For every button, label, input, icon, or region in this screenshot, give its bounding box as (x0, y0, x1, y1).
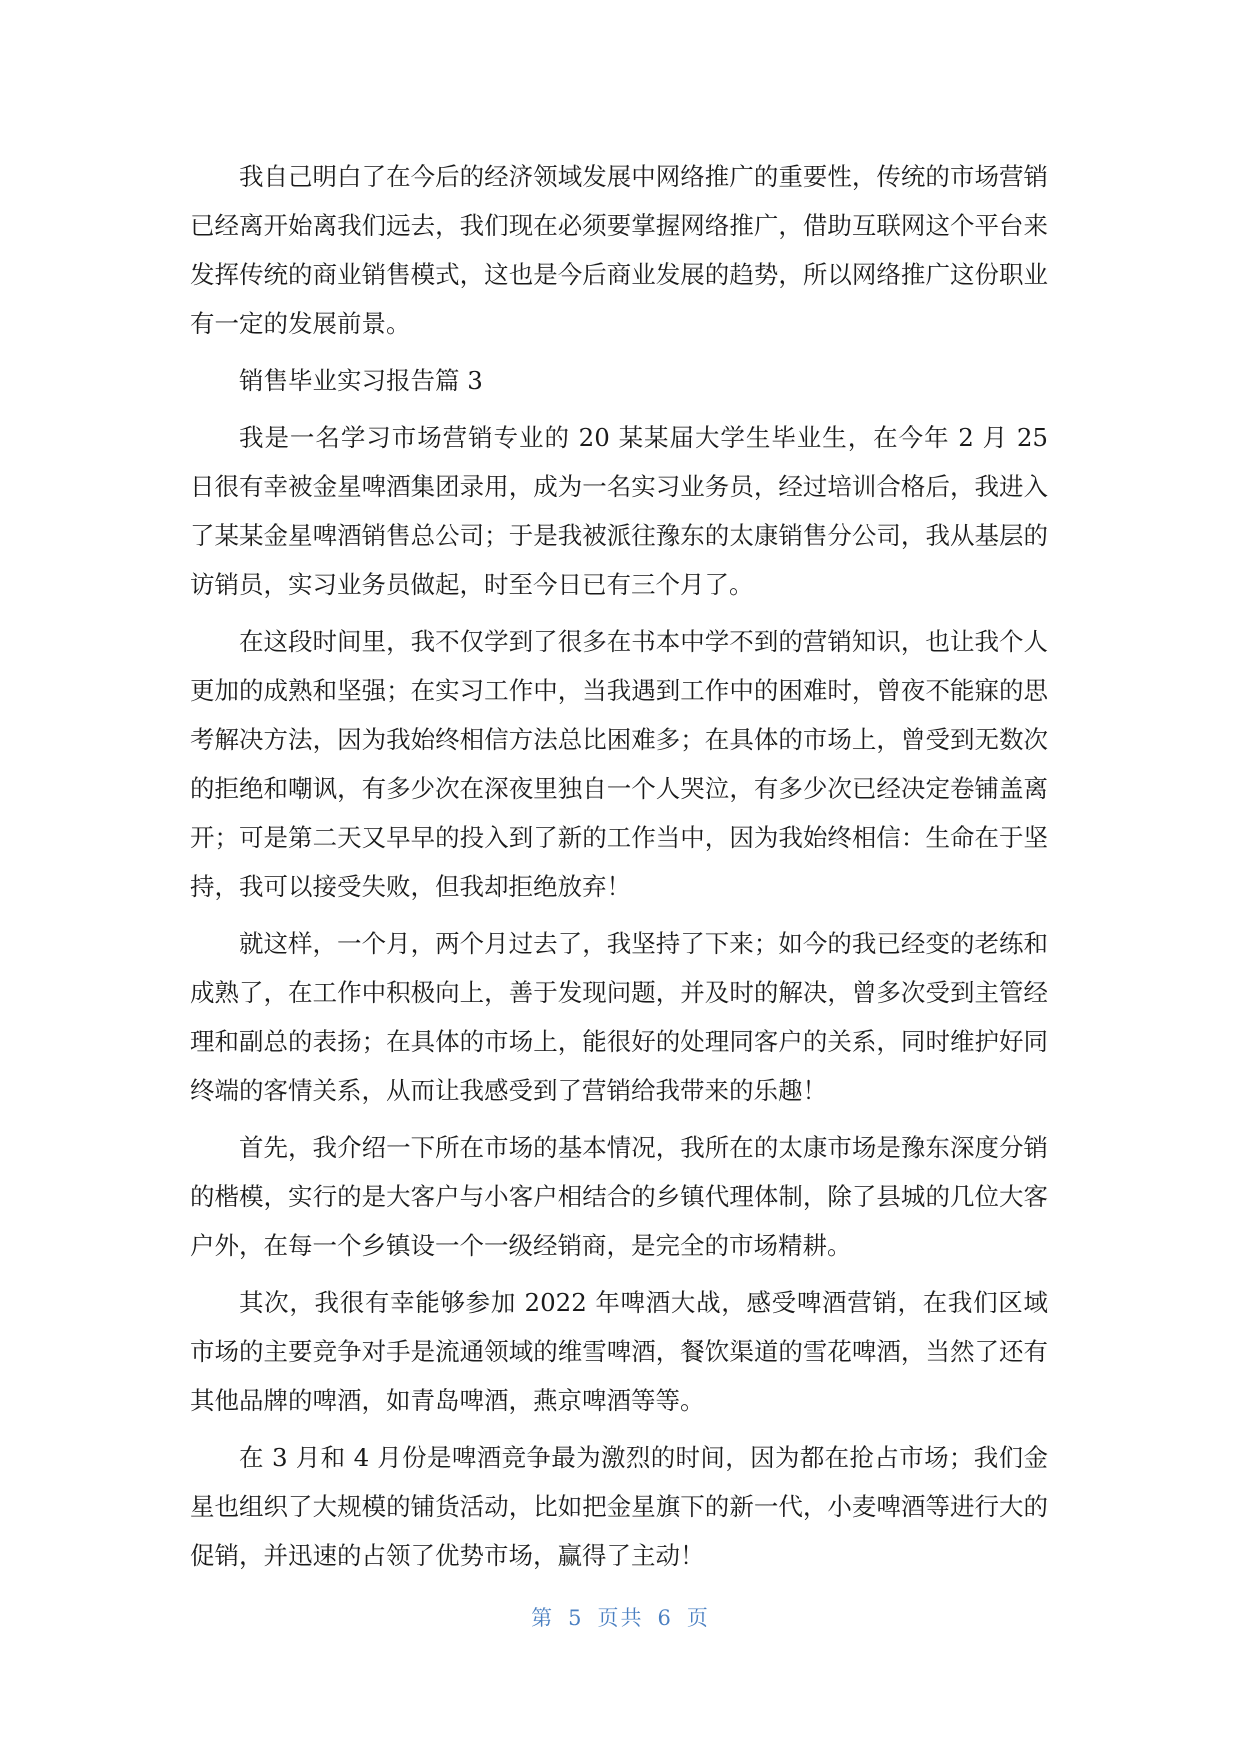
footer-prefix: 第 (531, 1606, 555, 1630)
page-footer (0, 1603, 1241, 1633)
document-body (190, 152, 1048, 1588)
paragraph: 我是一名学习市场营销专业的 20 某某届大学生毕业生，在今年 2 月 25 日很有幸被金星啤酒集团录用，成为一名实习业务员，经过培训合格后，我进入了某某金星啤酒销售总公司；于是我被派往豫东的太康销售分公司，我从基层的访销员，实习业务员做起，时至今日已有三个月了。 (190, 423, 1048, 599)
paragraph: 我自己明白了在今后的经济领域发展中网络推广的重要性，传统的市场营销已经离开始离我们远去，我们现在必须要掌握网络推广，借助互联网这个平台来发挥传统的商业销售模式，这也是今后商业发展的趋势，所以网络推广这份职业有一定的发展前景。 (190, 162, 1048, 338)
paragraph: 在这段时间里，我不仅学到了很多在书本中学不到的营销知识，也让我个人更加的成熟和坚强；在实习工作中，当我遇到工作中的困难时，曾夜不能寐的思考解决方法，因为我始终相信方法总比困难多；在具体的市场上，曾受到无数次的拒绝和嘲讽，有多少次在深夜里独自一个人哭泣，有多少次已经决定卷铺盖离开；可是第二天又早早的投入到了新的工作当中，因为我始终相信：生命在于坚持，我可以接受失败，但我却拒绝放弃！ (190, 627, 1048, 901)
paragraph: 在 3 月和 4 月份是啤酒竞争最为激烈的时间，因为都在抢占市场；我们金星也组织了大规模的铺货活动，比如把金星旗下的新一代，小麦啤酒等进行大的促销，并迅速的占领了优势市场，赢得了主动！ (190, 1443, 1048, 1570)
paragraph: 首先，我介绍一下所在市场的基本情况，我所在的太康市场是豫东深度分销的楷模，实行的是大客户与小客户相结合的乡镇代理体制，除了县城的几位大客户外，在每一个乡镇设一个一级经销商，是完全的市场精耕。 (190, 1133, 1048, 1260)
footer-suffix: 页 (686, 1606, 710, 1630)
footer-middle: 页共 (597, 1606, 644, 1630)
current-page-number: 5 (568, 1606, 584, 1630)
paragraph: 就这样，一个月，两个月过去了，我坚持了下来；如今的我已经变的老练和成熟了，在工作中积极向上，善于发现问题，并及时的解决，曾多次受到主管经理和副总的表扬；在具体的市场上，能很好的处理同客户的关系，同时维护好同终端的客情关系，从而让我感受到了营销给我带来的乐趣！ (190, 929, 1048, 1105)
paragraph: 其次，我很有幸能够参加 2022 年啤酒大战，感受啤酒营销，在我们区域市场的主要竞争对手是流通领域的维雪啤酒，餐饮渠道的雪花啤酒，当然了还有其他品牌的啤酒，如青岛啤酒，燕京啤酒等等。 (190, 1288, 1048, 1415)
total-page-count: 6 (657, 1606, 673, 1630)
section-heading: 销售毕业实习报告篇 3 (239, 366, 483, 395)
